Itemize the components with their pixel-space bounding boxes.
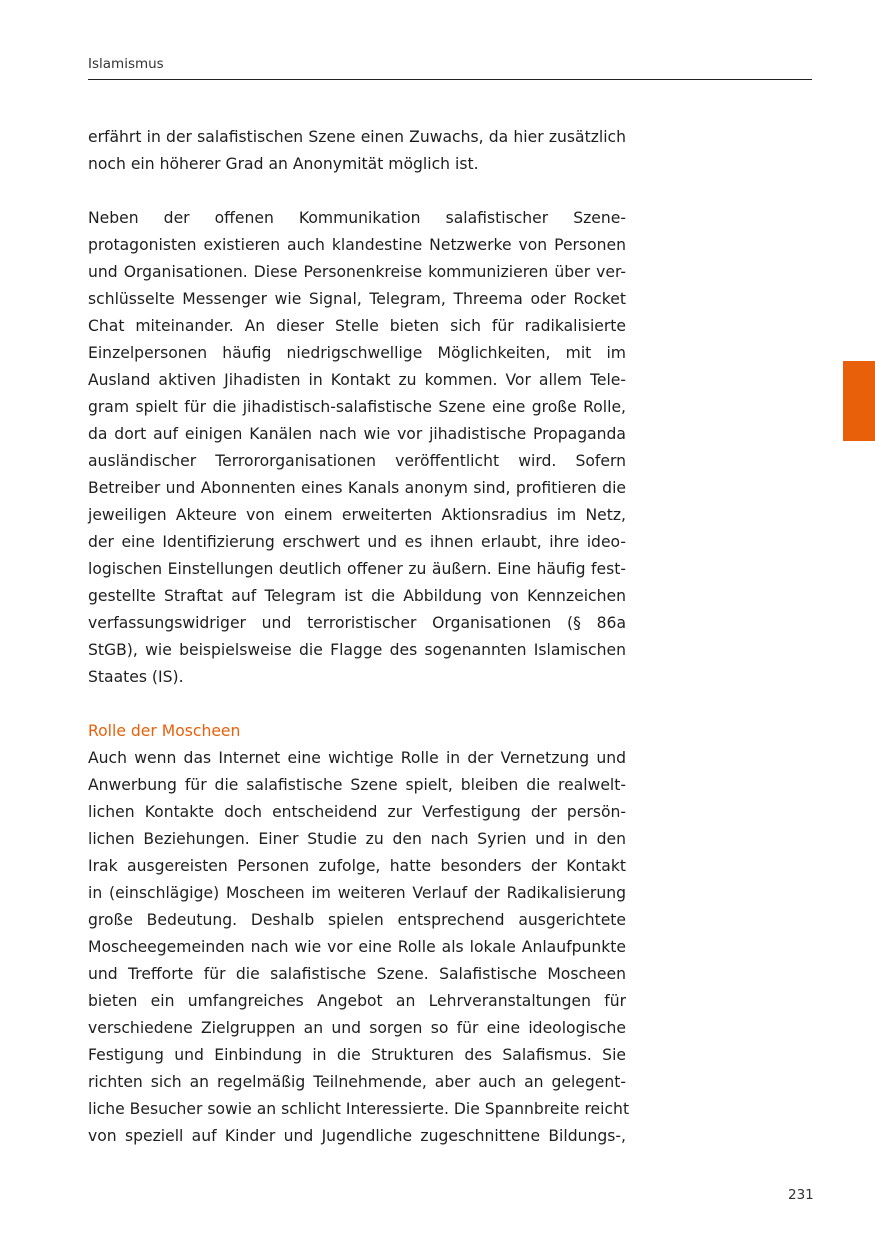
- section-rolle-der-moscheen: [88, 718, 630, 1150]
- text-line: Festigung und Einbindung in die Strukturen des Salafismus. Sie: [88, 1046, 626, 1064]
- text-line: richten sich an regelmäßig Teilnehmende, aber auch an gelegent-: [88, 1073, 626, 1091]
- text-line: Irak ausgereisten Personen zufolge, hatte besonders der Kontakt: [88, 857, 626, 875]
- text-line: bieten ein umfangreiches Angebot an Lehrveranstaltungen für: [88, 992, 626, 1010]
- text-line: und Organisationen. Diese Personenkreise kommunizieren über ver-: [88, 263, 626, 281]
- text-line: Auch wenn das Internet eine wichtige Rolle in der Vernetzung und: [88, 749, 626, 767]
- text-line: Einzelpersonen häufig niedrigschwellige Möglichkeiten, mit im: [88, 344, 626, 362]
- text-line: in (einschlägige) Moscheen im weiteren Verlauf der Radikalisierung: [88, 884, 626, 902]
- text-line: Ausland aktiven Jihadisten in Kontakt zu kommen. Vor allem Tele-: [88, 371, 626, 389]
- text-line: Neben der offenen Kommunikation salafistischer Szene-: [88, 209, 626, 227]
- text-line: große Bedeutung. Deshalb spielen entsprechend ausgerichtete: [88, 911, 626, 929]
- text-line: lichen Beziehungen. Einer Studie zu den nach Syrien und in den: [88, 830, 626, 848]
- text-line: von speziell auf Kinder und Jugendliche zugeschnittene Bildungs-,: [88, 1127, 626, 1145]
- paragraph-gap: [88, 178, 626, 205]
- text-line: gram spielt für die jihadistisch-salafistische Szene eine große Rolle,: [88, 398, 626, 416]
- paragraph-gap: [88, 691, 626, 718]
- text-line: erfährt in der salafistischen Szene einen Zuwachs, da hier zusätzlich: [88, 128, 626, 146]
- text-line: StGB), wie beispielsweise die Flagge des sogenannten Islamischen: [88, 641, 626, 659]
- text-line: Betreiber und Abonnenten eines Kanals anonym sind, profitieren die: [88, 479, 626, 497]
- text-line: Staates (IS).: [88, 668, 184, 686]
- text-line: da dort auf einigen Kanälen nach wie vor jihadistische Propaganda: [88, 425, 626, 443]
- text-line: liche Besucher sowie an schlicht Interessierte. Die Spannbreite reicht: [88, 1100, 630, 1118]
- text-line: ausländischer Terrororganisationen veröffentlicht wird. Sofern: [88, 452, 626, 470]
- paragraph-2: [88, 205, 626, 691]
- chapter-tab-marker: [843, 361, 875, 441]
- text-line: und Trefforte für die salafistische Szene. Salafistische Moscheen: [88, 965, 626, 983]
- section-heading: Rolle der Moscheen: [88, 722, 241, 740]
- text-line: der eine Identifizierung erschwert und es ihnen erlaubt, ihre ideo-: [88, 533, 626, 551]
- text-line: gestellte Straftat auf Telegram ist die Abbildung von Kennzeichen: [88, 587, 626, 605]
- paragraph-1: [88, 124, 626, 178]
- text-line: verschiedene Zielgruppen an und sorgen so für eine ideologische: [88, 1019, 626, 1037]
- text-line: Anwerbung für die salafistische Szene spielt, bleiben die realwelt-: [88, 776, 626, 794]
- text-line: protagonisten existieren auch klandestine Netzwerke von Personen: [88, 236, 626, 254]
- text-line: jeweiligen Akteure von einem erweiterten Aktionsradius im Netz,: [88, 506, 626, 524]
- text-line: logischen Einstellungen deutlich offener zu äußern. Eine häufig fest-: [88, 560, 626, 578]
- text-line: Chat miteinander. An dieser Stelle bieten sich für radikalisierte: [88, 317, 626, 335]
- text-line: verfassungswidriger und terroristischer Organisationen (§ 86a: [88, 614, 626, 632]
- running-header-title: Islamismus: [88, 56, 164, 72]
- page-body: [88, 124, 630, 1150]
- header-rule: [88, 79, 812, 80]
- page-number: 231: [788, 1187, 814, 1203]
- text-line: Moscheegemeinden nach wie vor eine Rolle als lokale Anlaufpunkte: [88, 938, 626, 956]
- text-line: noch ein höherer Grad an Anonymität möglich ist.: [88, 155, 479, 173]
- text-line: lichen Kontakte doch entscheidend zur Verfestigung der persön-: [88, 803, 626, 821]
- text-line: schlüsselte Messenger wie Signal, Telegram, Threema oder Rocket: [88, 290, 626, 308]
